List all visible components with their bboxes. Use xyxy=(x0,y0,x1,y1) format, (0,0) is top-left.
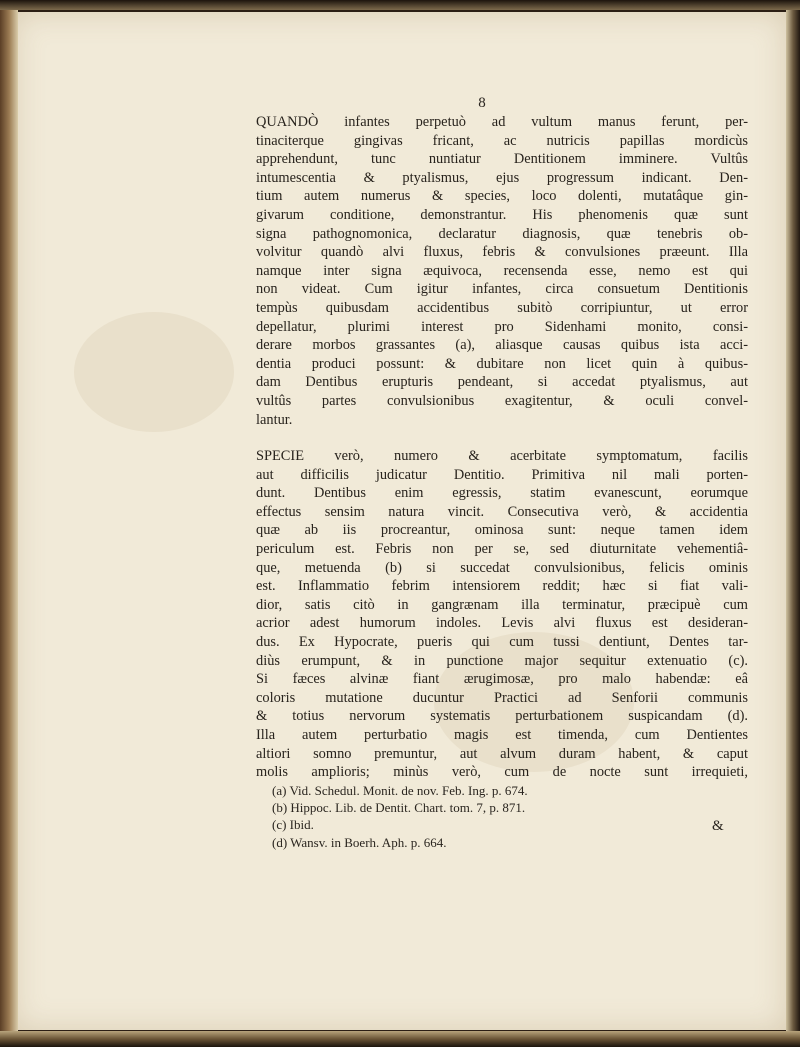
text-line: tium autem numerus & species, loco dolenti, mutatâque gin- xyxy=(256,188,748,205)
text-line: derare morbos grassantes (a), aliasque causas quibus ista acci- xyxy=(256,337,748,354)
text-line: & totius nervorum systematis perturbationem suspicandam (d). xyxy=(256,708,748,725)
text-line: molis amplioris; minùs verò, cum de nocte sunt irrequieti, xyxy=(256,764,748,781)
text-line: diùs erumpunt, & in punctione major sequitur extenuatio (c). xyxy=(256,652,748,669)
text-line: SPECIE verò, numero & acerbitate symptomatum, facilis xyxy=(256,448,748,465)
text-line: QUANDÒ infantes perpetuò ad vultum manus ferunt, per- xyxy=(256,114,748,130)
paper-stain xyxy=(74,312,234,432)
text-line: signa pathognomonica, declaratur diagnosis, quæ tenebris ob- xyxy=(256,225,748,242)
text-line: dam Dentibus erupturis pendeant, si accedat ptyalismus, aut xyxy=(256,374,748,391)
catchword: & xyxy=(712,818,724,834)
text-line: givarum conditione, demonstrantur. His phenomenis quæ sunt xyxy=(256,206,748,223)
text-line: acrior adest humorum indoles. Levis alvi fluxus est desideran- xyxy=(256,615,748,632)
text-line: est. Inflammatio febrim intensiorem reddit; hæc si fiat vali- xyxy=(256,578,748,595)
book-spine xyxy=(0,0,18,1047)
text-line: Si fæces alvinæ fiant ærugimosæ, pro malo habendæ: eâ xyxy=(256,671,748,688)
text-line: coloris mutatione ducuntur Practici ad Senforii communis xyxy=(256,689,748,706)
footnote: (b) Hippoc. Lib. de Dentit. Chart. tom. 7, p. 871. xyxy=(272,800,526,816)
footnote: (a) Vid. Schedul. Monit. de nov. Feb. Ing. p. 674. xyxy=(272,783,528,798)
text-line: vultûs partes convulsionibus exagitentur, & oculi convel- xyxy=(256,392,748,409)
text-line: dentia produci possunt: & dubitare non licet quin à quibus- xyxy=(256,355,748,372)
text-line: volvitur quandò alvi fluxus, febris & convulsiones præeunt. Illa xyxy=(256,244,748,261)
footnote: (d) Wansv. in Boerh. Aph. p. 664. xyxy=(272,834,447,850)
body-text xyxy=(256,113,748,782)
text-line: periculum est. Febris non per se, sed diuturnitate vehementiâ- xyxy=(256,541,748,558)
text-line: non videat. Cum igitur infantes, circa consuetum Dentitionis xyxy=(256,281,748,298)
text-line: tinaciterque gingivas fricant, ac nutricis papillas mordicùs xyxy=(256,132,748,149)
text-line: dior, satis citò in gangrænam illa terminatur, præcipuè cum xyxy=(256,596,748,613)
page-edge-bottom xyxy=(0,1031,800,1047)
footnotes xyxy=(272,782,742,851)
paragraph xyxy=(256,113,748,429)
text-line: lantur. xyxy=(256,411,293,428)
text-line: apprehendunt, tunc nuntiatur Dentitionem imminere. Vultûs xyxy=(256,151,748,168)
text-line: quæ ab iis procreantur, ominosa sunt: neque tamen idem xyxy=(256,522,748,539)
paragraph xyxy=(256,447,748,782)
page-edge-top xyxy=(0,0,800,10)
text-line: namque inter signa æquivoca, recensenda esse, nemo est qui xyxy=(256,262,748,279)
text-line: que, metuenda (b) si succedat convulsionibus, felicis ominis xyxy=(256,559,748,576)
footnote: (c) Ibid. xyxy=(272,817,314,833)
text-line: effectus sensim natura vincit. Consecutiva verò, & accidentia xyxy=(256,503,748,520)
text-line: dunt. Dentibus enim egressis, statim evanescunt, eorumque xyxy=(256,485,748,502)
paragraph-gap xyxy=(256,429,748,447)
text-line: tempùs quibusdam accidentibus subitò corripiuntur, ut error xyxy=(256,299,748,316)
text-line: dus. Ex Hypocrate, pueris qui cum tussi dentiunt, Dentes tar- xyxy=(256,634,748,651)
page-number: 8 xyxy=(478,95,486,111)
text-line: altiori somno premuntur, aut alvum duram habent, & caput xyxy=(256,745,748,762)
text-line: intumescentia & ptyalismus, ejus progressum indicant. Den- xyxy=(256,169,748,186)
text-line: Illa autem perturbatio magis est timenda, cum Dentientes xyxy=(256,727,748,743)
text-line: depellatur, plurimi interest pro Sidenhami monito, consi- xyxy=(256,318,748,335)
page-edge-right xyxy=(786,0,800,1047)
text-line: aut difficilis judicatur Dentitio. Primitiva nil mali porten- xyxy=(256,466,748,483)
